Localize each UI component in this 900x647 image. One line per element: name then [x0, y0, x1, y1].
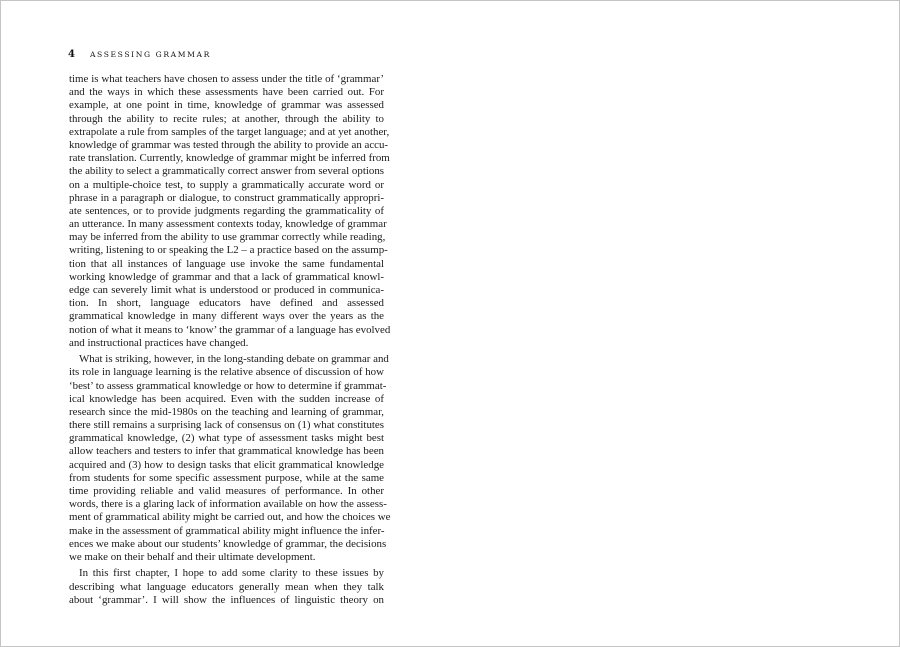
- text-line: time providing reliable and valid measures of performance. In other: [69, 485, 384, 497]
- paragraph-3: [69, 567, 384, 607]
- text-line: extrapolate a rule from samples of the target language; and at yet another,: [69, 125, 390, 138]
- text-line: on a multiple-choice test, to supply a grammatically accurate word or: [69, 178, 384, 191]
- text-line: through the ability to recite rules; at another, through the ability to: [69, 112, 384, 125]
- paragraph-1: [69, 73, 391, 350]
- text-line: rate translation. Currently, knowledge of grammar might be inferred from: [69, 152, 390, 165]
- text-line: notion of what it means to ‘know’ the grammar of a language has evolved: [69, 323, 391, 336]
- text-line: its role in language learning is the relative absence of discussion of how: [69, 366, 384, 379]
- text-line: words, there is a glaring lack of information available on how the assess-: [69, 498, 387, 511]
- text-line: grammatical knowledge, (2) what type of assessment tasks might best: [69, 432, 384, 445]
- text-line: ate sentences, or to provide judgments regarding the grammaticality of: [69, 204, 384, 217]
- text-line: example, at one point in time, knowledge of grammar was assessed: [69, 99, 384, 112]
- text-line: ical knowledge has been acquired. Even with the sudden increase of: [69, 392, 384, 405]
- text-line: allow teachers and testers to infer that grammatical knowledge has been: [69, 445, 384, 458]
- text-line: knowledge of grammar was tested through the ability to provide an accu-: [69, 138, 389, 151]
- text-line: make in the assessment of grammatical ability might influence the infer-: [69, 524, 385, 537]
- text-line: ‘best’ to assess grammatical knowledge or how to determine if grammat-: [69, 379, 387, 392]
- text-line: What is striking, however, in the long-standing debate on grammar and: [79, 353, 389, 366]
- text-line: tion that all instances of language use invoke the same fundamental: [69, 257, 384, 270]
- body-text: [69, 73, 391, 607]
- text-line: may be inferred from the ability to use grammar correctly while reading,: [69, 231, 386, 244]
- page-header: [68, 49, 211, 60]
- text-line: In this first chapter, I hope to add some clarity to these issues by: [79, 567, 384, 580]
- text-line: about ‘grammar’. I will show the influences of linguistic theory on: [69, 593, 384, 606]
- text-line: and instructional practices have changed.: [69, 336, 249, 349]
- text-line: we make on their behalf and their ultimate development.: [69, 550, 316, 563]
- text-line: working knowledge of grammar and that a lack of grammatical knowl-: [69, 270, 384, 283]
- text-line: tion. In short, language educators have defined and assessed: [69, 297, 384, 310]
- text-line: acquired and (3) how to design tasks that elicit grammatical knowledge: [69, 458, 384, 471]
- text-line: ment of grammatical ability might be carried out, and how the choices we: [69, 511, 391, 524]
- text-line: the ability to select a grammatically correct answer from several options: [69, 165, 384, 178]
- text-line: phrase in a paragraph or dialogue, to construct grammatically appropri-: [69, 191, 384, 204]
- running-head: ASSESSING GRAMMAR: [89, 50, 211, 59]
- text-line: research since the mid-1980s on the teaching and learning of grammar,: [69, 405, 384, 418]
- text-line: an utterance. In many assessment contexts today, knowledge of grammar: [69, 218, 387, 231]
- text-line: grammatical knowledge in many different ways over the years as the: [69, 310, 384, 323]
- text-line: from students for some specific assessment purpose, while at the same: [69, 471, 384, 484]
- text-line: there still remains a surprising lack of consensus on (1) what constitutes: [69, 419, 384, 432]
- text-line: writing, listening to or speaking the L2 – a practice based on the assump-: [69, 244, 388, 257]
- page-number: 4: [68, 49, 75, 60]
- text-line: describing what language educators generally mean when they talk: [69, 580, 384, 593]
- paragraph-2: [69, 353, 391, 564]
- text-line: edge can severely limit what is understood or produced in communica-: [69, 284, 384, 296]
- text-line: time is what teachers have chosen to assess under the title of ‘grammar’: [69, 73, 384, 85]
- text-line: and the ways in which these assessments have been carried out. For: [69, 86, 384, 99]
- text-line: ences we make about our students’ knowledge of grammar, the decisions: [69, 537, 387, 550]
